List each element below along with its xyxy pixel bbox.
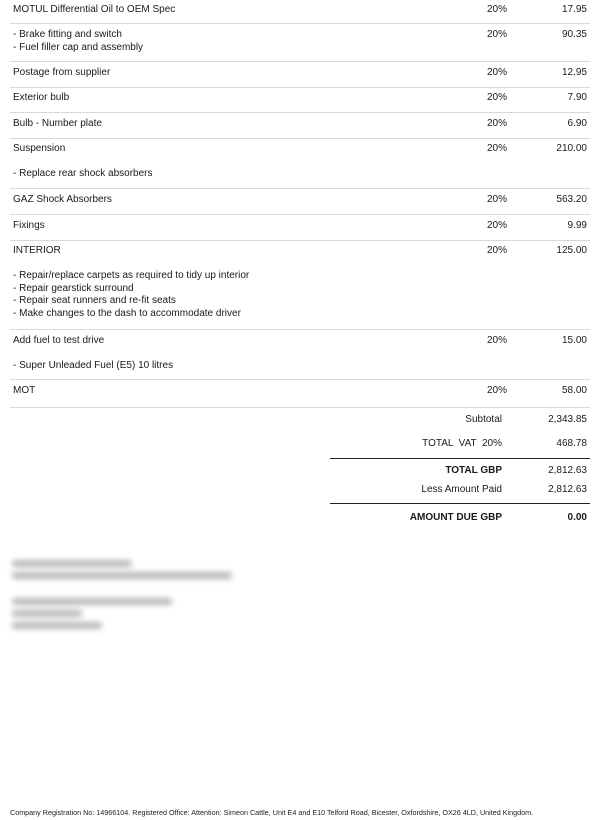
item-description [10, 0, 443, 17]
item-description-line: Postage from supplier [13, 67, 111, 78]
item-vat-rate: 20% [486, 335, 507, 346]
item-vat-rate: 20% [486, 385, 507, 396]
item-description [10, 114, 443, 131]
item-amount: 58.00 [561, 385, 587, 396]
amount-paid-row [330, 481, 590, 503]
item-vat-rate: 20% [486, 118, 507, 129]
item-description [10, 241, 443, 321]
item-note-line: - Repair seat runners and re-fit seats [13, 295, 176, 307]
amount-due-label: AMOUNT DUE GBP [409, 512, 502, 523]
total-row [330, 458, 590, 481]
item-description [10, 381, 443, 398]
total-value: 2,812.63 [548, 465, 587, 476]
item-vat-rate: 20% [486, 143, 507, 154]
item-amount: 15.00 [561, 335, 587, 346]
company-registration-footer: Company Registration No: 14966104. Registered Office: Attention: Simeon Cattle, Unit E4 and E10 Telford Road, Bicester, Oxfordshire, OX26 4LD, United Kingdom. [10, 808, 534, 817]
totals-block [330, 408, 590, 530]
item-vat-rate: 20% [486, 220, 507, 231]
amount-due-value: 0.00 [567, 512, 587, 523]
table-row [10, 381, 590, 408]
item-vat-rate: 20% [486, 29, 507, 40]
item-amount: 90.35 [561, 29, 587, 40]
item-description [10, 25, 443, 54]
item-description [10, 331, 443, 373]
item-description-line: GAZ Shock Absorbers [13, 194, 112, 205]
amount-paid-label: Less Amount Paid [421, 484, 502, 495]
item-amount: 9.99 [567, 220, 587, 231]
amount-due-row [330, 503, 590, 530]
amount-paid-value: 2,812.63 [548, 484, 587, 495]
item-amount: 7.90 [567, 92, 587, 103]
redacted-address-block [8, 556, 248, 646]
table-row [10, 139, 590, 189]
table-row [10, 63, 590, 88]
item-description-line: INTERIOR [13, 245, 61, 256]
subtotal-label: Subtotal [465, 414, 502, 425]
item-description-line: Exterior bulb [13, 92, 70, 103]
subtotal-value: 2,343.85 [548, 414, 587, 425]
table-row [10, 88, 590, 113]
item-vat-rate: 20% [486, 245, 507, 256]
table-row [10, 190, 590, 215]
item-description-line: MOT [13, 385, 36, 396]
table-row [10, 216, 590, 241]
item-note-line: - Replace rear shock absorbers [13, 168, 153, 180]
table-row [10, 241, 590, 330]
table-row [10, 114, 590, 139]
vat-value: 468.78 [556, 438, 587, 449]
item-vat-rate: 20% [486, 194, 507, 205]
table-row [10, 25, 590, 62]
item-description-line: - Brake fitting and switch [13, 29, 122, 40]
vat-row [330, 432, 590, 458]
item-vat-rate: 20% [486, 67, 507, 78]
vat-label: TOTAL VAT 20% [422, 438, 502, 449]
item-vat-rate: 20% [486, 92, 507, 103]
item-description [10, 216, 443, 233]
item-description-line: Bulb - Number plate [13, 118, 102, 129]
subtotal-row [330, 408, 590, 432]
item-amount: 6.90 [567, 118, 587, 129]
item-amount: 563.20 [556, 194, 587, 205]
item-description-line: Suspension [13, 143, 66, 154]
item-description-line: - Fuel filler cap and assembly [13, 41, 144, 53]
item-description-line: MOTUL Differential Oil to OEM Spec [13, 4, 176, 15]
item-note-line: - Repair gearstick surround [13, 282, 134, 294]
item-note-line: - Make changes to the dash to accommodate driver [13, 307, 241, 319]
item-amount: 17.95 [561, 4, 587, 15]
item-amount: 210.00 [556, 143, 587, 154]
item-description [10, 190, 443, 207]
item-description-line: Add fuel to test drive [13, 335, 105, 346]
item-description [10, 139, 443, 181]
item-vat-rate: 20% [486, 4, 507, 15]
table-row [10, 0, 590, 24]
item-description [10, 88, 443, 105]
table-row [10, 331, 590, 380]
item-amount: 125.00 [556, 245, 587, 256]
total-label: TOTAL GBP [445, 465, 502, 476]
item-description [10, 63, 443, 80]
item-description-line: Fixings [13, 220, 45, 231]
item-note-line: - Repair/replace carpets as required to tidy up interior [13, 270, 250, 282]
item-amount: 12.95 [561, 67, 587, 78]
item-note-line: - Super Unleaded Fuel (E5) 10 litres [13, 360, 174, 372]
